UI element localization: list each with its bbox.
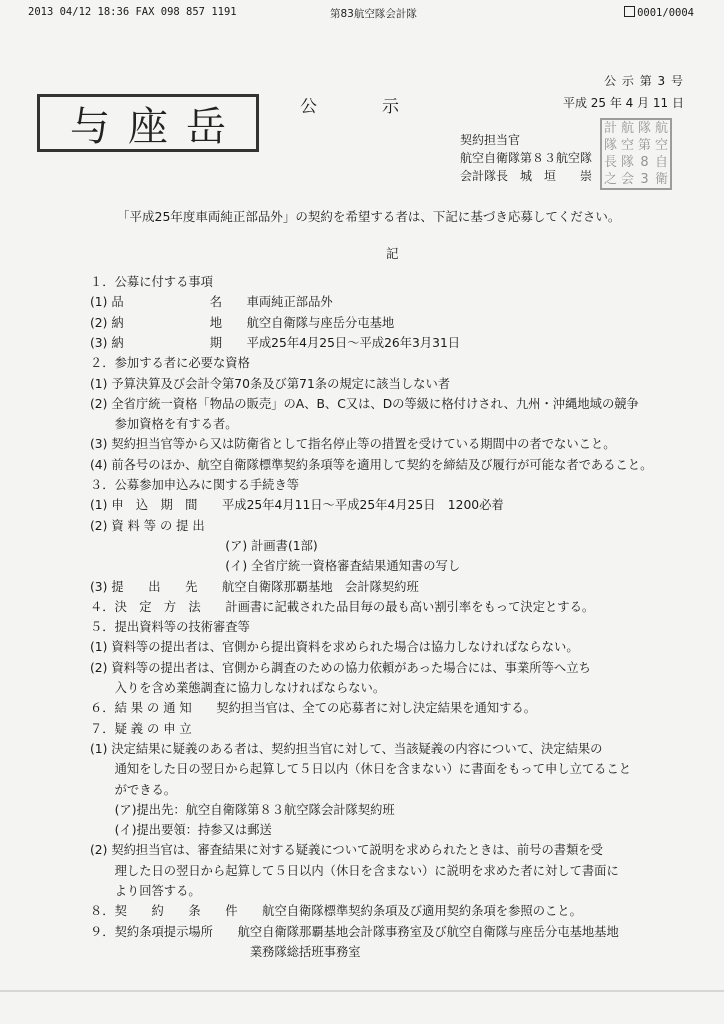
- body-line: (ア)提出先：航空自衛隊第８３航空隊会計隊契約班: [90, 802, 395, 817]
- location-stamp: 与座岳: [37, 94, 259, 152]
- document-title: 公 示: [300, 97, 423, 117]
- body-line: (1) 品 名 車両純正部品外: [90, 295, 333, 310]
- seal-glyph: 隊: [620, 155, 634, 170]
- fax-page-counter: [624, 6, 694, 19]
- body-line: (1) 決定結果に疑義のある者は、契約担当官に対して、当該疑義の内容について、決定結果の: [90, 741, 603, 756]
- body-line: 通知をした日の翌日から起算して５日以内（休日を含まない）に書面をもって申し立てること: [90, 762, 632, 777]
- body-line: (1) 資料等の提出者は、官側から提出資料を求められた場合は協力しなければならない。: [90, 640, 579, 655]
- notice-number: 公 示 第 3 号: [604, 74, 684, 88]
- seal-glyph: 8: [640, 155, 649, 170]
- body-line: (イ) 全省庁統一資格審査結果通知書の写し: [90, 559, 461, 574]
- fax-sender-name: 第83航空隊会計隊: [330, 8, 417, 20]
- ki-heading: 記: [386, 246, 399, 261]
- seal-glyph: 計: [603, 121, 617, 136]
- fax-transmission-info: 2013 04/12 18:36 FAX 098 857 1191: [28, 6, 237, 18]
- seal-glyph: 航: [620, 121, 634, 136]
- issuer-unit: 航空自衛隊第８３航空隊: [460, 151, 593, 165]
- issuer-title: 契約担当官: [460, 133, 521, 147]
- body-line: １．公募に付する事項: [90, 275, 213, 289]
- body-line: ３．公募参加申込みに関する手続き等: [90, 478, 300, 492]
- body-line: より回答する。: [90, 884, 201, 898]
- seal-glyph: 長: [603, 155, 617, 170]
- fax-header: [0, 6, 724, 22]
- body-line: (2) 資料等の提出者は、官側から調査のための協力依頼があった場合には、事業所等へ立ち: [90, 660, 591, 675]
- body-line: (4) 前各号のほか、航空自衛隊標準契約条項等を適用して契約を締結及び履行が可能な者であること。: [90, 457, 653, 472]
- body-line: (2) 契約担当官は、審査結果に対する疑義について説明を求められたときは、前号の書類を受: [90, 843, 603, 858]
- fax-icon: [624, 6, 635, 17]
- body-line: (イ)提出要領：持参又は郵送: [90, 823, 272, 838]
- issuer-block: [460, 131, 592, 185]
- body-line: (ア) 計画書(1部): [90, 538, 318, 553]
- page-edge-line: [0, 990, 724, 992]
- seal-glyph: 自: [654, 155, 668, 170]
- notice-date: 平成 25 年 4 月 11 日: [562, 96, 684, 110]
- lead-sentence: 「平成25年度車両純正部品外」の契約を希望する者は、下記に基づき応募してください。: [117, 209, 621, 224]
- body-line: (1) 申 込 期 間 平成25年4月11日～平成25年4月25日 1200必着: [90, 498, 504, 513]
- official-seal: [600, 118, 672, 190]
- body-line: (2) 全省庁統一資格「物品の販売」のA、B、C又は、Dの等級に格付けされ、九州・沖縄地域の競争: [90, 396, 639, 411]
- body-line: ６．結 果 の 通 知 契約担当官は、全ての応募者に対し決定結果を通知する。: [90, 701, 537, 716]
- seal-glyph: 之: [603, 172, 617, 187]
- seal-glyph: 衛: [654, 172, 668, 187]
- body-line: (3) 契約担当官等から又は防衛省として指名停止等の措置を受けている期間中の者でないこと。: [90, 437, 616, 452]
- body-line: ５．提出資料等の技術審査等: [90, 620, 250, 635]
- seal-glyph: 隊: [637, 121, 651, 136]
- seal-glyph: 3: [640, 172, 649, 187]
- body-line: 参加資格を有する者。: [90, 417, 238, 432]
- seal-glyph: 第: [637, 138, 651, 153]
- body-line: ４．決 定 方 法 計画書に記載された品目毎の最も高い割引率をもって決定とする。: [90, 599, 595, 614]
- body-line: 入りを含め業態調査に協力しなければならない。: [90, 681, 386, 695]
- seal-glyph: 空: [654, 138, 668, 153]
- body-line: (2) 納 地 航空自衛隊与座岳分屯基地: [90, 315, 395, 330]
- fax-page-number: 0001/0004: [637, 7, 694, 19]
- body-line: (2) 資 料 等 の 提 出: [90, 518, 205, 533]
- body-line: ８．契 約 条 件 航空自衛隊標準契約条項及び適用契約条項を参照のこと。: [90, 904, 582, 919]
- seal-glyph: 会: [620, 172, 634, 187]
- body-line: (1) 予算決算及び会計令第70条及び第71条の規定に該当しない者: [90, 376, 451, 391]
- body-line: ９．契約条項提示場所 航空自衛隊那覇基地会計隊事務室及び航空自衛隊与座岳分屯基地基地: [90, 924, 619, 939]
- seal-glyph: 航: [654, 121, 668, 136]
- body-line: (3) 納 期 平成25年4月25日～平成26年3月31日: [90, 335, 461, 350]
- body-line: ができる。: [90, 782, 177, 797]
- body-line: 理した日の翌日から起算して５日以内（休日を含まない）に説明を求めた者に対して書面に: [90, 863, 619, 878]
- body-line: ２．参加する者に必要な資格: [90, 356, 250, 371]
- body-line: (3) 提 出 先 航空自衛隊那覇基地 会計隊契約班: [90, 579, 419, 594]
- issuer-name: 会計隊長 城 垣 崇: [460, 169, 593, 183]
- seal-glyph: 隊: [603, 138, 617, 153]
- body-line: ７．疑 義 の 申 立: [90, 721, 192, 736]
- seal-glyph: 空: [620, 138, 634, 153]
- body-line: 業務隊総括班事務室: [90, 944, 361, 959]
